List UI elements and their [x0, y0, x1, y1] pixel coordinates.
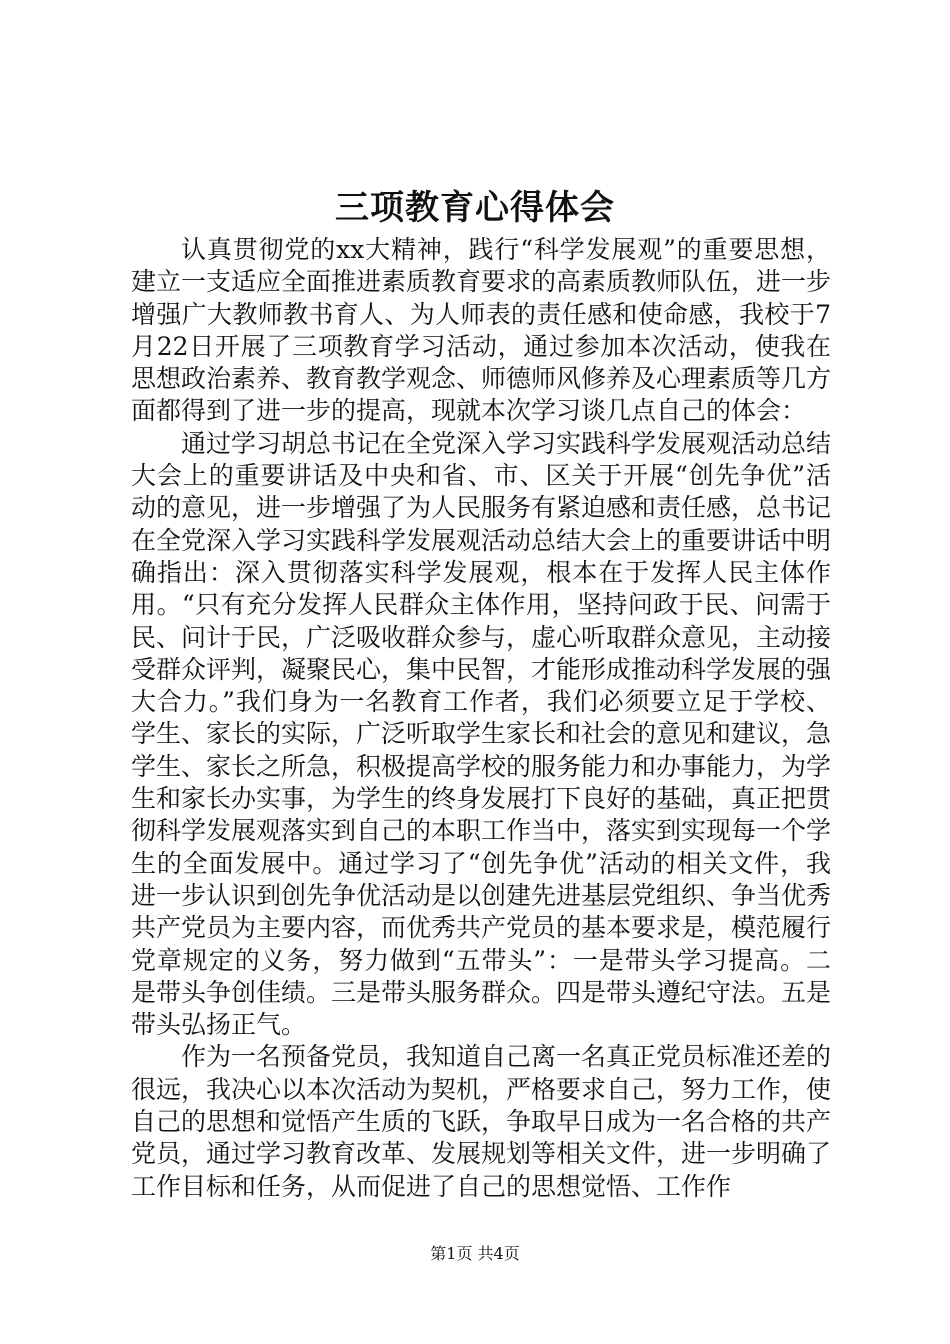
document-body: [131, 234, 831, 1203]
document-title: 三项教育心得体会: [335, 188, 615, 228]
paragraph-study: 通过学习胡总书记在全党深入学习实践科学发展观活动总结大会上的重要讲话及中央和省、市、区关于开展“创先争优”活动的意见，进一步增强了为人民服务有紧迫感和责任感，总书记在全党深入学习实践科学发展观活动总结大会上的重要讲话中明确指出：深入贯彻落实科学发展观，根本在于发挥人民主体作用。“只有充分发挥人民群众主体作用，坚持问政于民、问需于民、问计于民，广泛吸收群众参与，虚心听取群众意见，主动接受群众评判，凝聚民心，集中民智，才能形成推动科学发展的强大合力。”我们身为一名教育工作者，我们必须要立足于学校、学生、家长的实际，广泛听取学生家长和社会的意见和建议，急学生、家长之所急，积极提高学校的服务能力和办事能力，为学生和家长办实事，为学生的终身发展打下良好的基础，真正把贯彻科学发展观落实到自己的本职工作当中，落实到实现每一个学生的全面发展中。通过学习了“创先争优”活动的相关文件，我进一步认识到创先争优活动是以创建先进基层党组织、争当优秀共产党员为主要内容，而优秀共产党员的基本要求是，模范履行党章规定的义务，努力做到“五带头”：一是带头学习提高。二是带头争创佳绩。三是带头服务群众。四是带头遵纪守法。五是带头弘扬正气。: [131, 428, 832, 1040]
page-number-footer: 第1页 共4页: [430, 1244, 520, 1263]
paragraph-intro: 认真贯彻党的xx大精神，践行“科学发展观”的重要思想，建立一支适应全面推进素质教育要求的高素质教师队伍，进一步增强广大教师教书育人、为人师表的责任感和使命感，我校于7月22日开展了三项教育学习活动，通过参加本次活动，使我在思想政治素养、教育教学观念、师德师风修养及心理素质等几方面都得到了进一步的提高，现就本次学习谈几点自己的体会：: [131, 235, 832, 426]
paragraph-commitment: 作为一名预备党员，我知道自己离一名真正党员标准还差的很远，我决心以本次活动为契机，严格要求自己，努力工作，使自己的思想和觉悟产生质的飞跃，争取早日成为一名合格的共产党员，通过学习教育改革、发展规划等相关文件，进一步明确了工作目标和任务，从而促进了自己的思想觉悟、工作作: [131, 1042, 832, 1201]
